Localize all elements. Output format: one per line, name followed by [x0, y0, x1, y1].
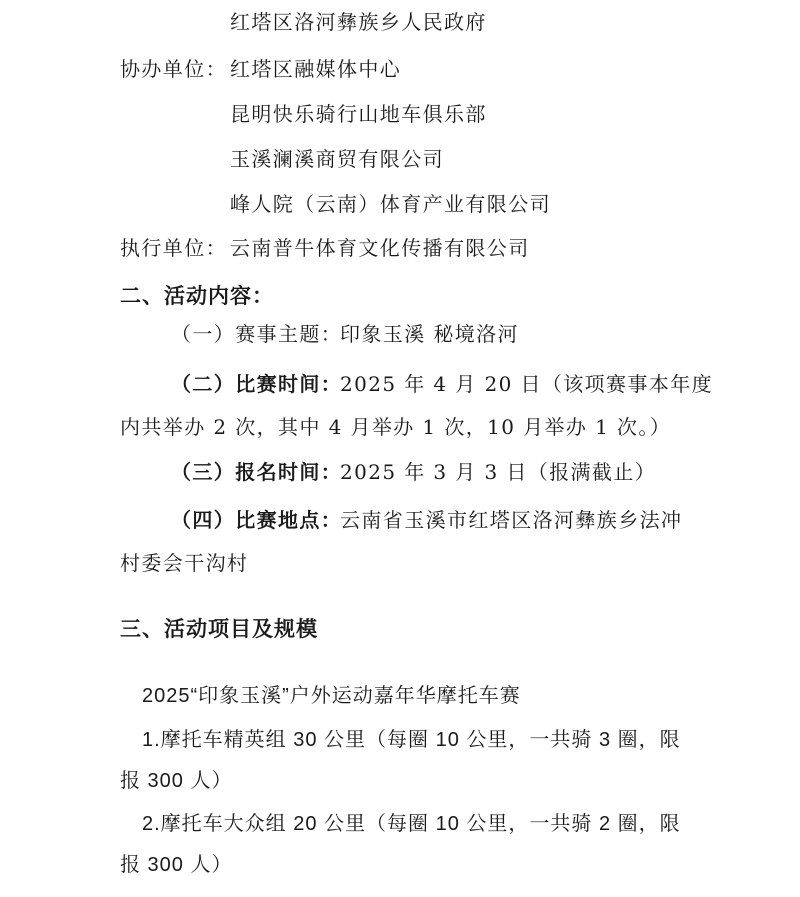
- item-4-text-cont: 村委会干沟村: [120, 551, 249, 575]
- section-2-title: 二、活动内容：: [120, 284, 274, 308]
- item-3-text: 2025 年 3 月 3 日（报满截止）: [340, 460, 657, 484]
- item-4-label: （四）比赛地点：: [171, 508, 343, 532]
- item-1-text: 印象玉溪 秘境洛河: [340, 322, 519, 346]
- group-2-line-2: 报 300 人）: [120, 854, 233, 876]
- item-2-text-cont: 内共举办 2 次，其中 4 月举办 1 次，10 月举办 1 次。）: [120, 415, 672, 439]
- executor-label: 执行单位：: [120, 236, 227, 260]
- executor-unit: 云南普牛体育文化传播有限公司: [230, 236, 530, 260]
- group-1-line-2: 报 300 人）: [120, 770, 233, 792]
- item-2-text: 2025 年 4 月 20 日（该项赛事本年度: [340, 372, 714, 396]
- host-unit-continued: 红塔区洛河彝族乡人民政府: [230, 10, 487, 34]
- item-3-label: （三）报名时间：: [171, 460, 343, 484]
- item-2-label: （二）比赛时间：: [171, 372, 343, 396]
- co-organizer-unit-1: 红塔区融媒体中心: [230, 57, 402, 81]
- item-4-text: 云南省玉溪市红塔区洛河彝族乡法冲: [340, 508, 683, 532]
- section-3-title: 三、活动项目及规模: [120, 617, 318, 641]
- group-1-line-1: 1.摩托车精英组 30 公里（每圈 10 公里，一共骑 3 圈，限: [142, 729, 681, 751]
- event-name: 2025“印象玉溪”户外运动嘉年华摩托车赛: [142, 685, 521, 707]
- item-1-label: （一）赛事主题：: [171, 322, 343, 346]
- co-organizer-label: 协办单位：: [120, 57, 227, 81]
- co-organizer-unit-2: 昆明快乐骑行山地车俱乐部: [230, 102, 487, 126]
- co-organizer-unit-3: 玉溪澜溪商贸有限公司: [230, 147, 444, 171]
- group-2-line-1: 2.摩托车大众组 20 公里（每圈 10 公里，一共骑 2 圈，限: [142, 813, 681, 835]
- co-organizer-unit-4: 峰人院（云南）体育产业有限公司: [230, 192, 551, 216]
